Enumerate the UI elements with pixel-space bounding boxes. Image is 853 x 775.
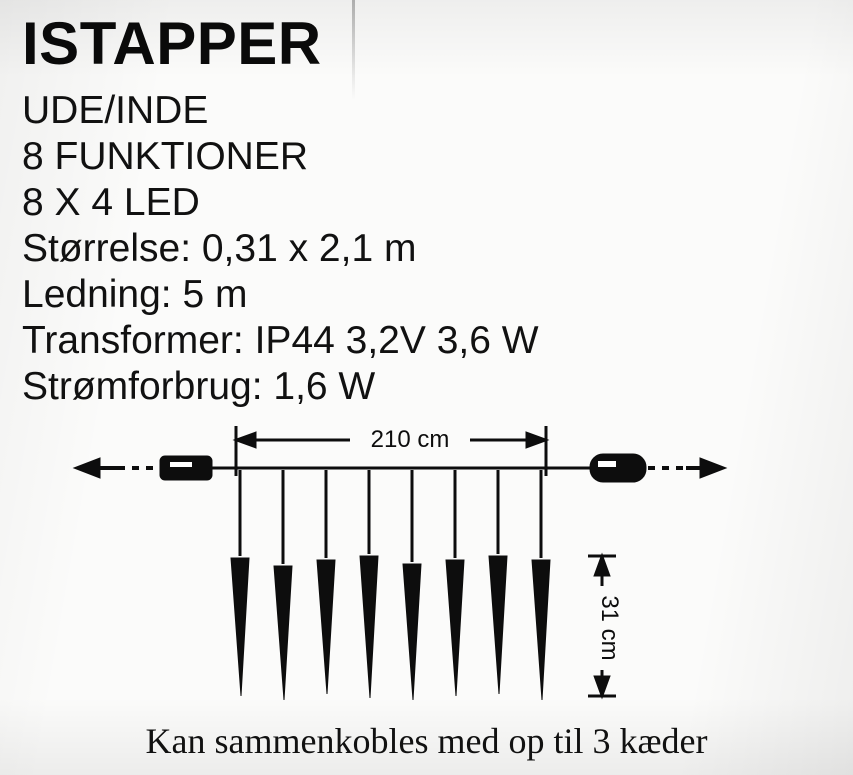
plug-right-highlight <box>598 461 616 467</box>
spec-list <box>22 88 702 410</box>
plug-left-icon <box>160 456 212 480</box>
spec-line: Størrelse: 0,31 x 2,1 m <box>22 227 417 270</box>
icicle-cone-icon <box>317 560 335 694</box>
dim-width-label: 210 cm <box>370 426 450 453</box>
plug-left-highlight <box>170 462 192 467</box>
icicle-cone-icon <box>532 560 550 700</box>
icicle-cone-icon <box>446 560 464 696</box>
plug-right-icon <box>590 454 646 482</box>
icicle-cone-icon <box>360 556 378 698</box>
right-arrow-icon <box>700 458 726 478</box>
icicle-cone-icon <box>403 564 421 700</box>
spec-line: 8 X 4 LED <box>22 181 200 224</box>
spec-line: UDE/INDE <box>22 89 209 132</box>
spec-line: Transformer: IP44 3,2V 3,6 W <box>22 319 539 362</box>
spec-line: 8 FUNKTIONER <box>22 135 309 178</box>
spec-line: Ledning: 5 m <box>22 273 248 316</box>
icicle-cone-icon <box>274 566 292 700</box>
dim-height-label: 31 cm <box>596 595 623 661</box>
spec-line: Strømforbrug: 1,6 W <box>22 365 376 408</box>
icicle-group <box>231 470 550 700</box>
icicle-cone-icon <box>489 556 507 694</box>
left-arrow-icon <box>74 458 100 478</box>
page-title: ISTAPPER <box>22 10 322 77</box>
product-diagram <box>0 408 853 708</box>
footer-note: Kan sammenkobles med op til 3 kæder <box>145 721 708 761</box>
icicle-cone-icon <box>231 558 249 696</box>
